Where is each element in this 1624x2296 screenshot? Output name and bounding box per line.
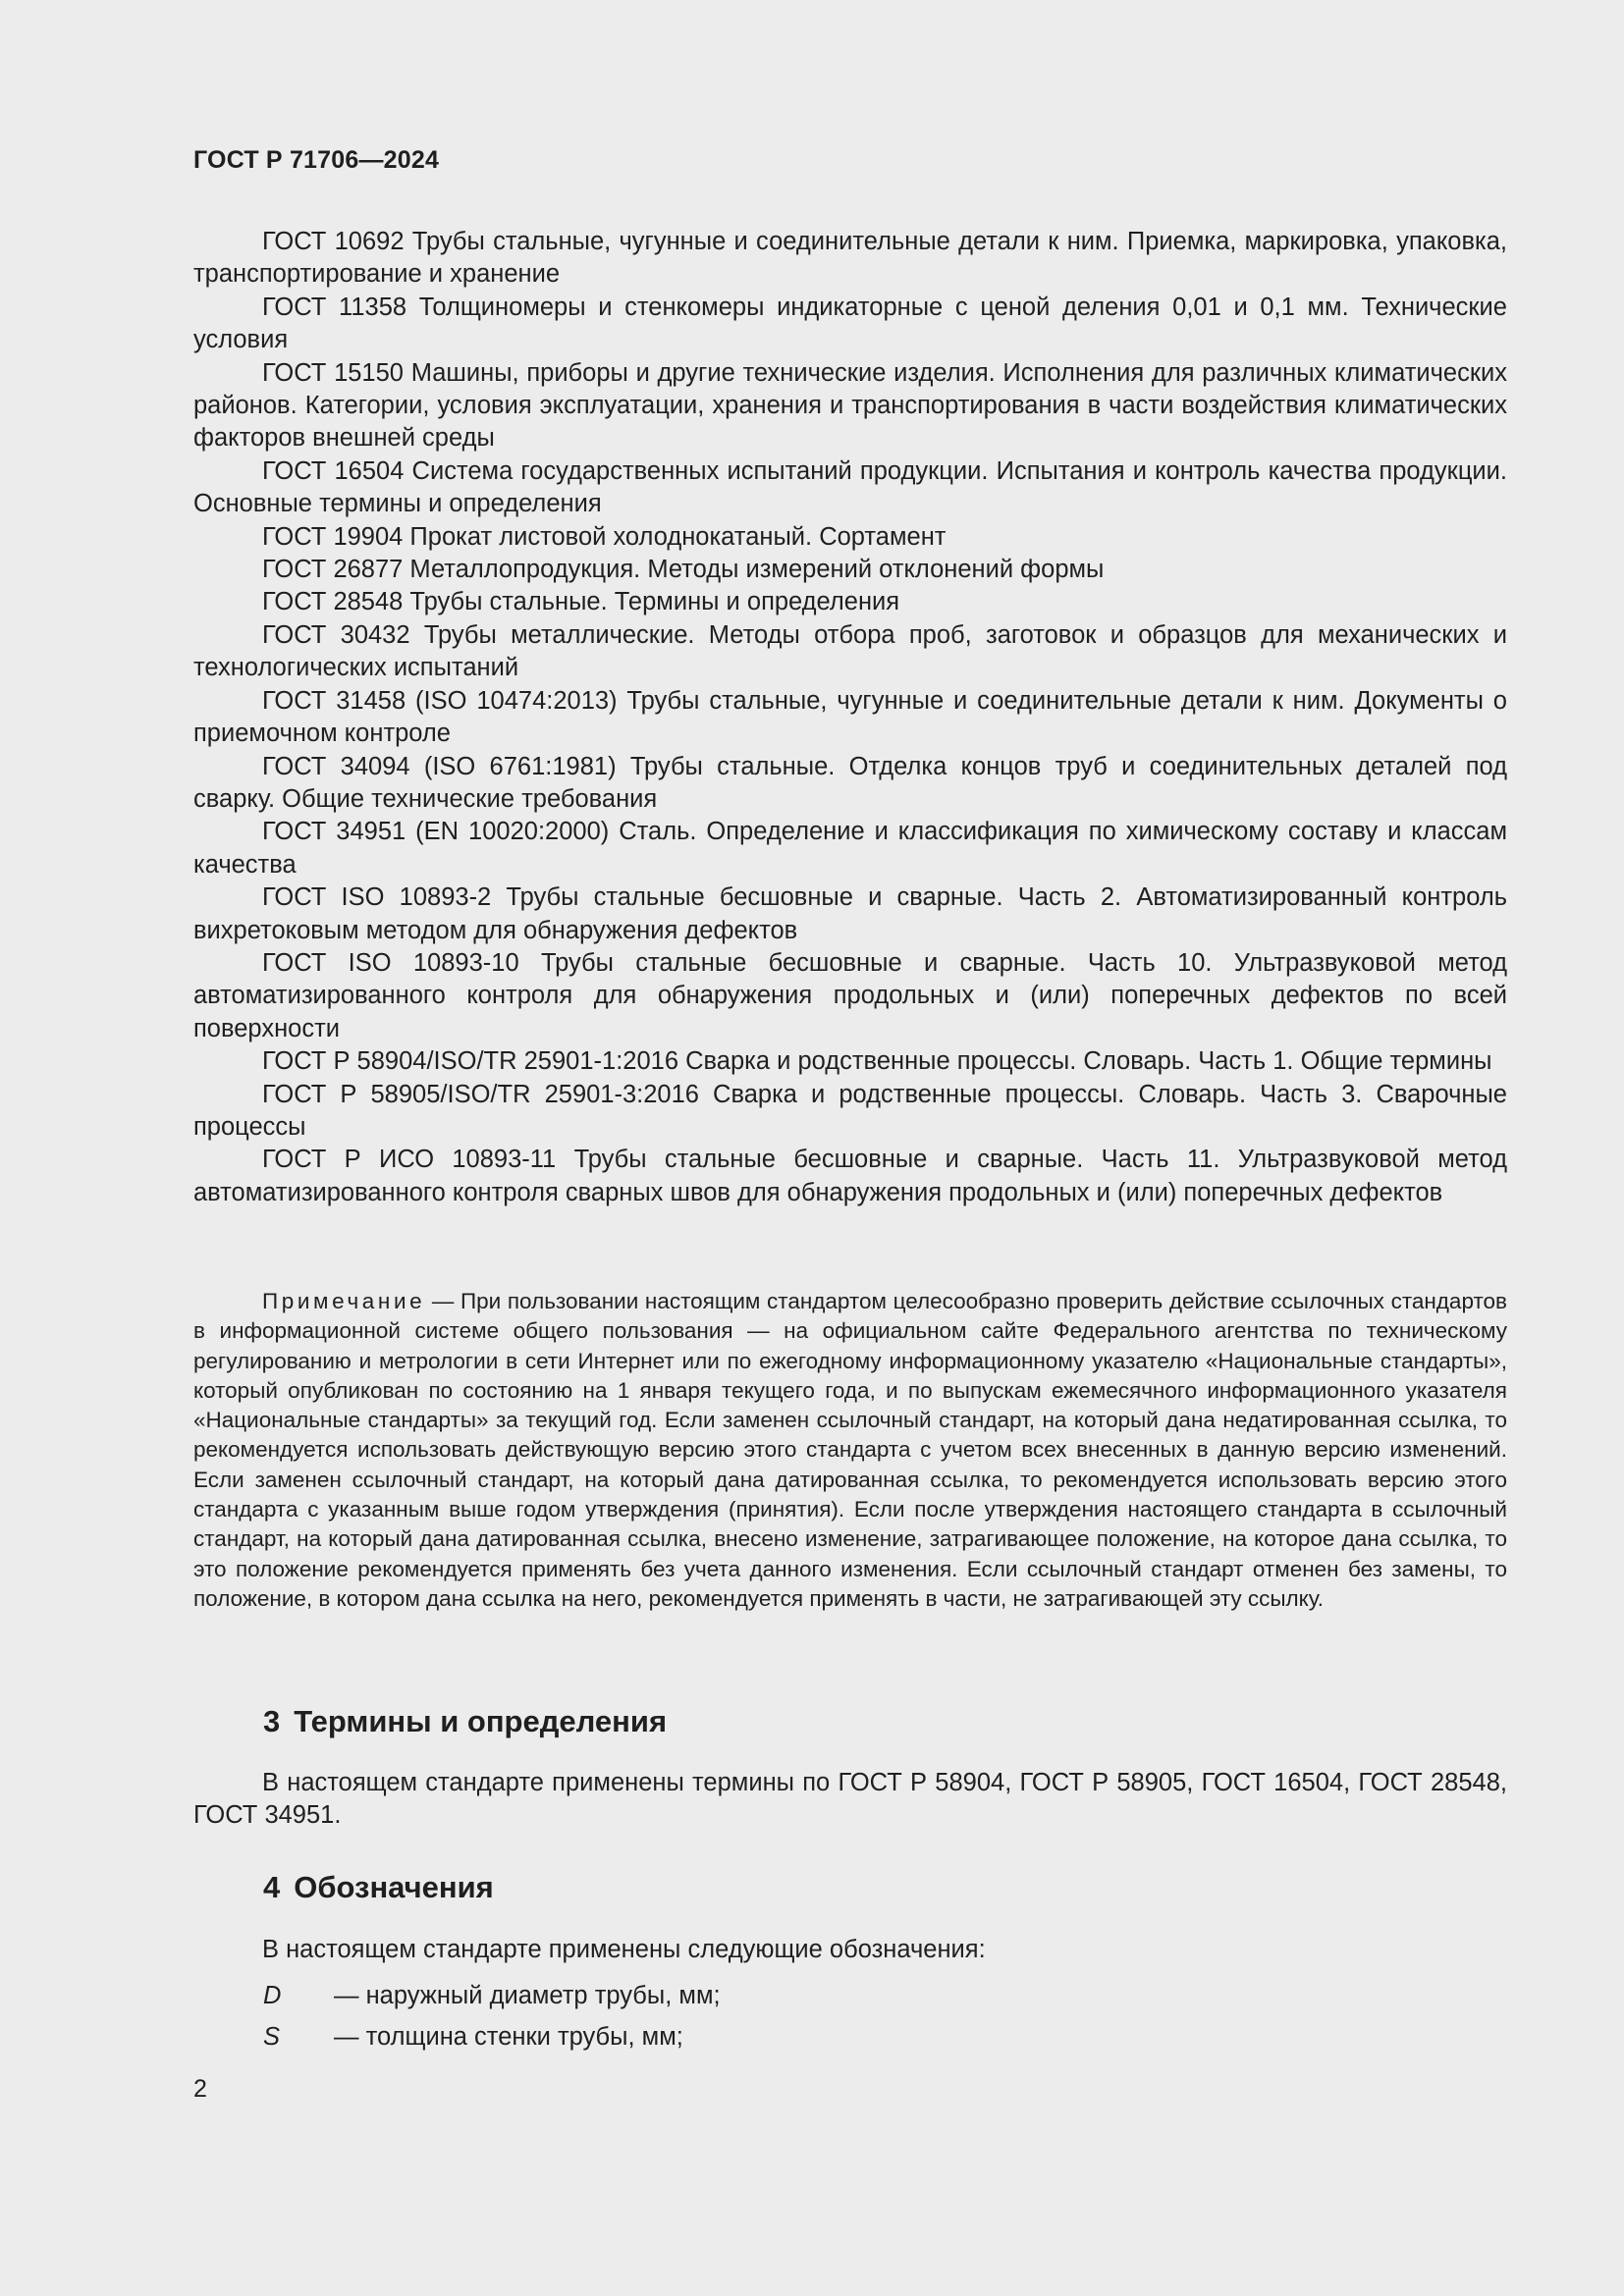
reference-item: ГОСТ 15150 Машины, приборы и другие технические изделия. Исполнения для различных климатических районов. Категории, условия эксплуатации, хранения и транспортирования в части воздействия климатических факторов внешней среды [193,358,1507,453]
symbol-row [263,1975,721,2016]
reference-item: ГОСТ Р ИСО 10893-11 Трубы стальные бесшовные и сварные. Часть 11. Ультразвуковой метод автоматизированного контроля сварных швов для обнаружения продольных и (или) поперечных дефектов [193,1146,1507,1206]
section-3-text: В настоящем стандарте применены термины по ГОСТ Р 58904, ГОСТ Р 58905, ГОСТ 16504, ГОСТ 28548, ГОСТ 34951. [193,1769,1507,1830]
reference-item: ГОСТ 19904 Прокат листовой холоднокатаный. Сортамент [262,522,947,551]
section-number: 4 [263,1870,281,1904]
section-number: 3 [263,1704,281,1738]
reference-item: ГОСТ Р 58904/ISO/TR 25901-1:2016 Сварка и родственные процессы. Словарь. Часть 1. Общие термины [262,1047,1492,1076]
section-4-heading [263,1870,494,1905]
reference-item: ГОСТ Р 58905/ISO/TR 25901-3:2016 Сварка и родственные процессы. Словарь. Часть 3. Сварочные процессы [193,1080,1507,1141]
reference-item: ГОСТ 34094 (ISO 6761:1981) Трубы стальные. Отделка концов труб и соединительных деталей под сварку. Общие технические требования [193,752,1507,813]
symbol-row [263,2016,721,2057]
reference-item: ГОСТ 31458 (ISO 10474:2013) Трубы стальные, чугунные и соединительные детали к ним. Документы о приемочном контроле [193,686,1507,748]
reference-item: ГОСТ ISO 10893-2 Трубы стальные бесшовные и сварные. Часть 2. Автоматизированный контроль вихретоковым методом для обнаружения дефектов [193,883,1507,944]
reference-item: ГОСТ 30432 Трубы металлические. Методы отбора проб, заготовок и образцов для механических и технологических испытаний [193,620,1507,682]
symbols-list [263,1975,721,2057]
reference-item: ГОСТ ISO 10893-10 Трубы стальные бесшовные и сварные. Часть 10. Ультразвуковой метод автоматизированного контроля для обнаружения продольных и (или) поперечных дефектов по всей поверхности [193,948,1507,1042]
section-3-heading [263,1704,667,1739]
reference-item: ГОСТ 10692 Трубы стальные, чугунные и соединительные детали к ним. Приемка, маркировка, упаковка, транспортирование и хранение [193,228,1507,289]
reference-item: ГОСТ 16504 Система государственных испытаний продукции. Испытания и контроль качества продукции. Основные термины и определения [193,456,1507,518]
note-label: Примечание [262,1289,426,1313]
section-4-intro: В настоящем стандарте применены следующие обозначения: [262,1936,986,1963]
symbol: S [263,2022,281,2051]
note-text: — При пользовании настоящим стандартом целесообразно проверить действие ссылочных стандартов в информационной системе общего пользования — на официальном сайте Федерального агентства по техническому регулированию и метрологии в сети Интернет или по ежегодному информационному указателю «Национальные стандарты», который опубликован по состоянию на 1 января текущего года, и по выпускам ежемесячного информационного указателя «Национальные стандарты» за текущий год. Если заменен ссылочный стандарт, на который дана недатированная ссылка, то рекомендуется использовать действующую версию этого стандарта с учетом всех внесенных в данную версию изменений. Если заменен ссылочный стандарт, на который дана датированная ссылка, то рекомендуется использовать версию этого стандарта с указанным выше годом утверждения (принятия). Если после утверждения настоящего стандарта в ссылочный стандарт, на который дана датированная ссылка, внесено изменение, затрагивающее положение, на которое дана ссылка, то это положение рекомендуется применять без учета данного изменения. Если ссылочный стандарт отменен без замены, то положение, в котором дана ссылка на него, рекомендуется применять в части, не затрагивающей эту ссылку. [193,1289,1507,1611]
symbol-description: — наружный диаметр трубы, мм; [334,1981,721,2009]
page-number: 2 [193,2075,207,2103]
reference-item: ГОСТ 28548 Трубы стальные. Термины и определения [262,588,900,616]
section-title: Термины и определения [294,1704,668,1738]
reference-item: ГОСТ 26877 Металлопродукция. Методы измерений отклонений формы [262,556,1105,584]
symbol-description: — толщина стенки трубы, мм; [334,2022,683,2051]
normative-references-list [193,226,1507,1209]
document-header: ГОСТ Р 71706—2024 [193,146,440,174]
symbol: D [263,1981,282,2009]
reference-item: ГОСТ 34951 (EN 10020:2000) Сталь. Определение и классификация по химическому составу и классам качества [193,818,1507,879]
note-paragraph [193,1287,1507,1614]
section-title: Обозначения [294,1870,494,1904]
reference-item: ГОСТ 11358 Толщиномеры и стенкомеры индикаторные с ценой деления 0,01 и 0,1 мм. Технические условия [193,293,1507,354]
